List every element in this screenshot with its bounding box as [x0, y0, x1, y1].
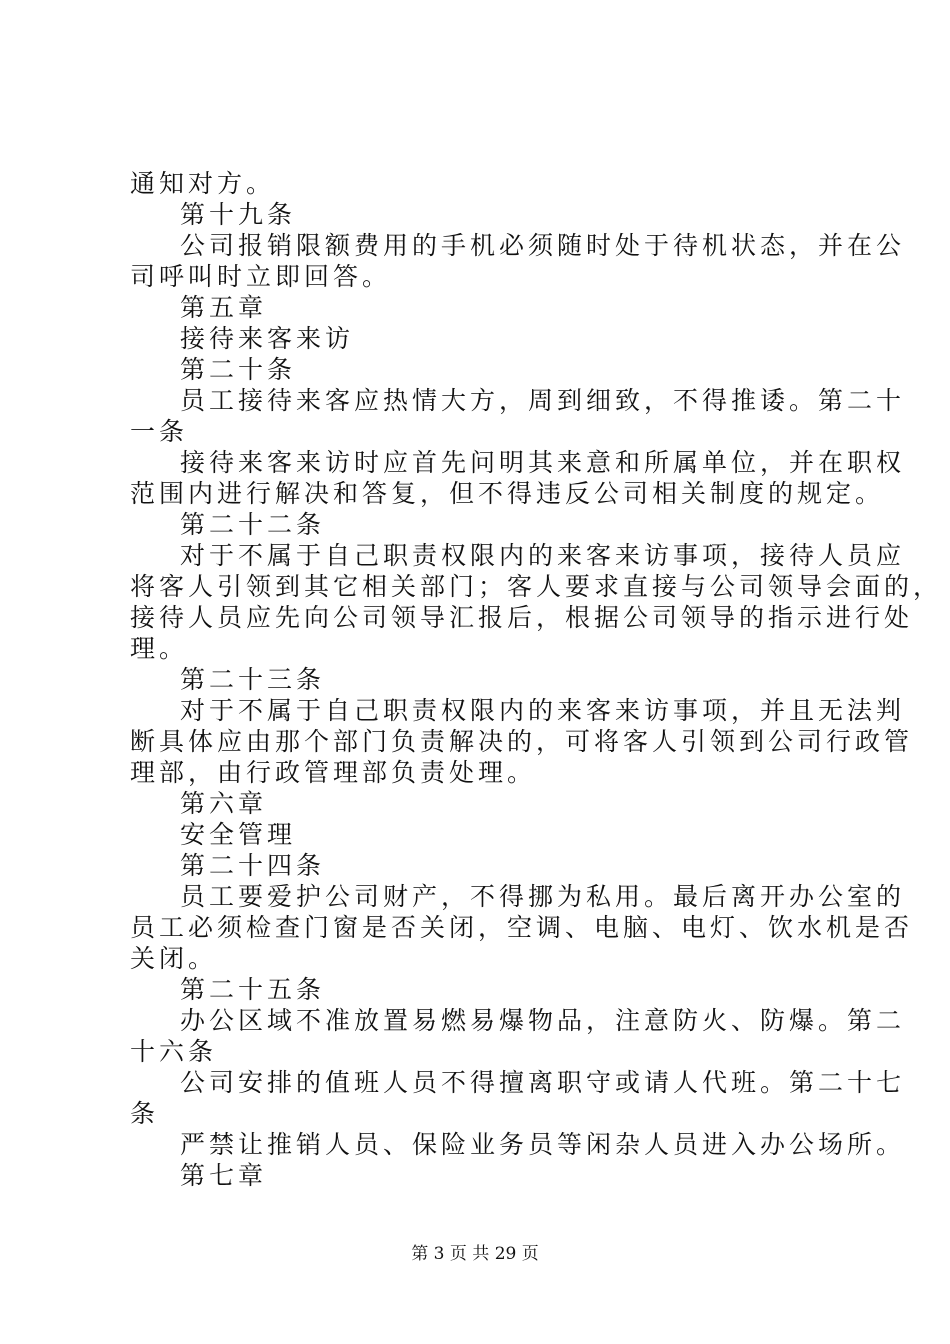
text-line: 第二十四条 [180, 851, 326, 880]
text-line: 员工接待来客应热情大方，周到细致，不得推诿。第二十 [180, 386, 906, 415]
text-line: 一条 [130, 417, 189, 446]
page-footer: 第 3 页 共 29 页 [411, 1244, 539, 1264]
text-line: 第五章 [180, 293, 268, 322]
text-line: 第七章 [180, 1161, 268, 1190]
text-line: 接待来客来访 [180, 324, 355, 353]
text-line: 对于不属于自己职责权限内的来客来访事项，并且无法判 [180, 696, 906, 725]
text-line: 第二十五条 [180, 975, 326, 1004]
text-line: 关闭。 [130, 944, 218, 973]
text-line: 条 [130, 1099, 160, 1128]
text-line: 断具体应由那个部门负责解决的，可将客人引领到公司行政管 [130, 727, 914, 756]
text-line: 司呼叫时立即回答。 [130, 262, 392, 291]
text-line: 第二十二条 [180, 510, 326, 539]
text-line: 范围内进行解决和答复，但不得违反公司相关制度的规定。 [130, 479, 885, 508]
text-line: 安全管理 [180, 820, 297, 849]
text-line: 接待来客来访时应首先问明其来意和所属单位，并在职权 [180, 448, 906, 477]
text-line: 严禁让推销人员、保险业务员等闲杂人员进入办公场所。 [180, 1130, 906, 1159]
text-line: 员工要爱护公司财产，不得挪为私用。最后离开办公室的 [180, 882, 906, 911]
text-line: 通知对方。 [130, 169, 276, 198]
text-line: 对于不属于自己职责权限内的来客来访事项，接待人员应 [180, 541, 906, 570]
document-body [130, 168, 943, 1191]
text-line: 第二十三条 [180, 665, 326, 694]
text-line: 理部，由行政管理部负责处理。 [130, 758, 537, 787]
text-line: 办公区域不准放置易燃易爆物品，注意防火、防爆。第二 [180, 1006, 906, 1035]
text-line: 将客人引领到其它相关部门；客人要求直接与公司领导会面的， [130, 572, 943, 601]
text-line: 十六条 [130, 1037, 218, 1066]
text-line: 第十九条 [180, 200, 297, 229]
text-line: 员工必须检查门窗是否关闭，空调、电脑、电灯、饮水机是否 [130, 913, 914, 942]
text-line: 接待人员应先向公司领导汇报后，根据公司领导的指示进行处 [130, 603, 914, 632]
text-line: 第二十条 [180, 355, 297, 384]
text-line: 公司报销限额费用的手机必须随时处于待机状态，并在公 [180, 231, 906, 260]
text-line: 第六章 [180, 789, 268, 818]
text-line: 公司安排的值班人员不得擅离职守或请人代班。第二十七 [180, 1068, 906, 1097]
text-line: 理。 [130, 634, 189, 663]
